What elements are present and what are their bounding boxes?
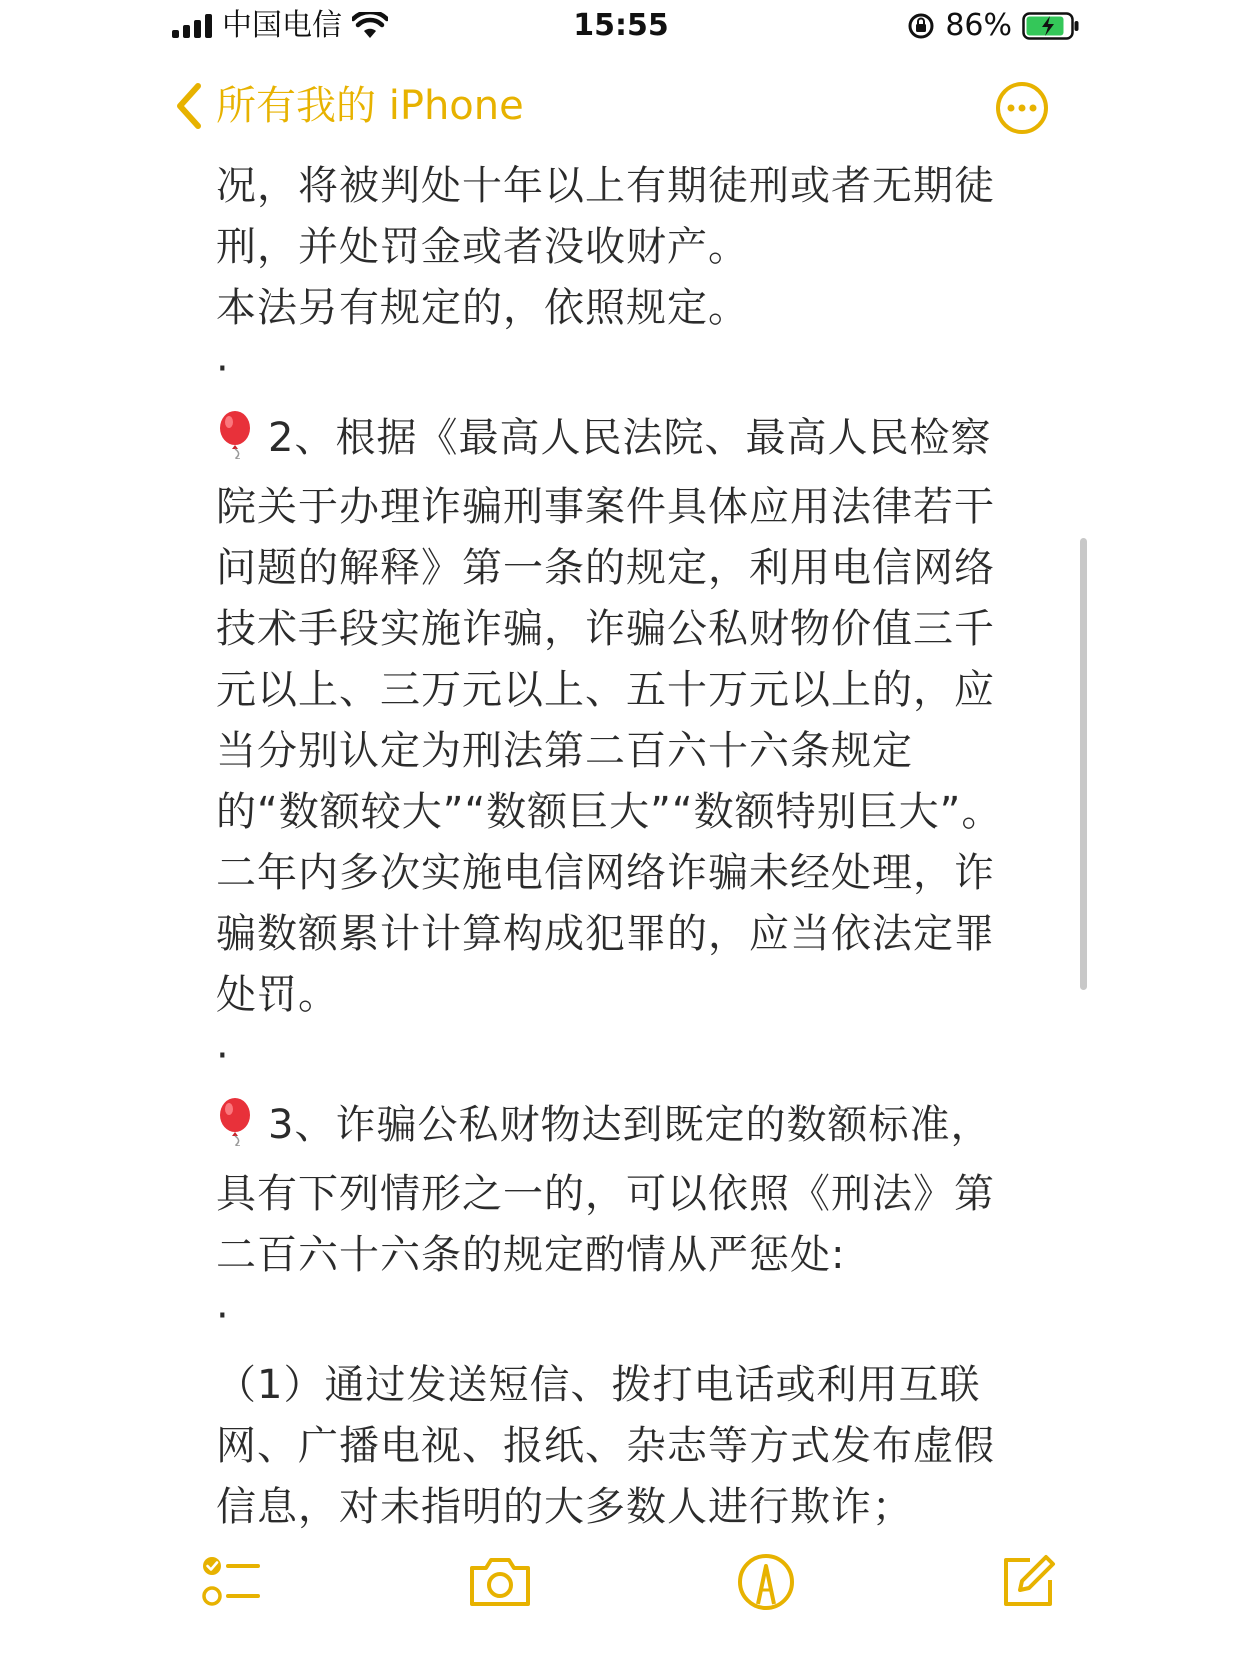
carrier-name: 中国电信 (222, 8, 342, 43)
orientation-lock-icon (907, 12, 935, 40)
note-body[interactable] (216, 156, 1016, 1538)
note-subitem-1: （1）通过发送短信、拨打电话或利用互联网、广播电视、报纸、杂志等方式发布虚假信息，对未指明的大多数人进行欺诈； (216, 1362, 995, 1530)
note-item-3 (216, 1095, 1016, 1286)
status-time: 15:55 (573, 8, 669, 43)
checklist-icon (200, 1550, 264, 1614)
separator-dot: · (216, 1033, 230, 1079)
bottom-toolbar (0, 1530, 1242, 1660)
note-paragraph: 本法另有规定的，依照规定。 (216, 285, 749, 331)
separator-dot: · (216, 346, 230, 392)
note-item-3-text: 3、诈骗公私财物达到既定的数额标准，具有下列情形之一的，可以依照《刑法》第二百六十六条的规定酌情从严惩处: (216, 1102, 995, 1278)
ellipsis-circle-icon (994, 80, 1050, 136)
checklist-button[interactable] (200, 1550, 264, 1618)
nav-bar (0, 70, 1242, 144)
camera-icon (466, 1550, 534, 1614)
back-button[interactable] (174, 76, 524, 136)
markup-icon (734, 1550, 798, 1614)
compose-icon (996, 1550, 1060, 1614)
more-button[interactable] (994, 80, 1050, 140)
markup-button[interactable] (734, 1550, 798, 1618)
battery-percent: 86% (945, 8, 1012, 43)
balloon-icon (216, 411, 258, 477)
balloon-icon (216, 1098, 258, 1164)
status-bar (0, 0, 1242, 56)
camera-button[interactable] (466, 1550, 534, 1618)
battery-charging-icon (1022, 12, 1080, 40)
compose-button[interactable] (996, 1550, 1060, 1618)
note-paragraph: 二年内多次实施电信网络诈骗未经处理，诈骗数额累计计算构成犯罪的，应当依法定罪处罚。 (216, 850, 995, 1018)
separator-dot: · (216, 1293, 230, 1339)
note-item-2 (216, 408, 1016, 843)
status-right (907, 6, 1080, 46)
note-item-2-text: 2、根据《最高人民法院、最高人民检察院关于办理诈骗刑事案件具体应用法律若干问题的解释》第一条的规定，利用电信网络技术手段实施诈骗，诈骗公私财物价值三千元以上、三万元以上、五十万元以上的，应当分别认定为刑法第二百六十六条规定的“数额较大”“数额巨大”“数额特别巨大”。 (216, 415, 1003, 835)
chevron-left-icon (174, 82, 202, 130)
note-paragraph: 况，将被判处十年以上有期徒刑或者无期徒刑，并处罚金或者没收财产。 (216, 163, 995, 270)
back-label: 所有我的 iPhone (216, 83, 524, 129)
scroll-indicator[interactable] (1080, 538, 1087, 990)
